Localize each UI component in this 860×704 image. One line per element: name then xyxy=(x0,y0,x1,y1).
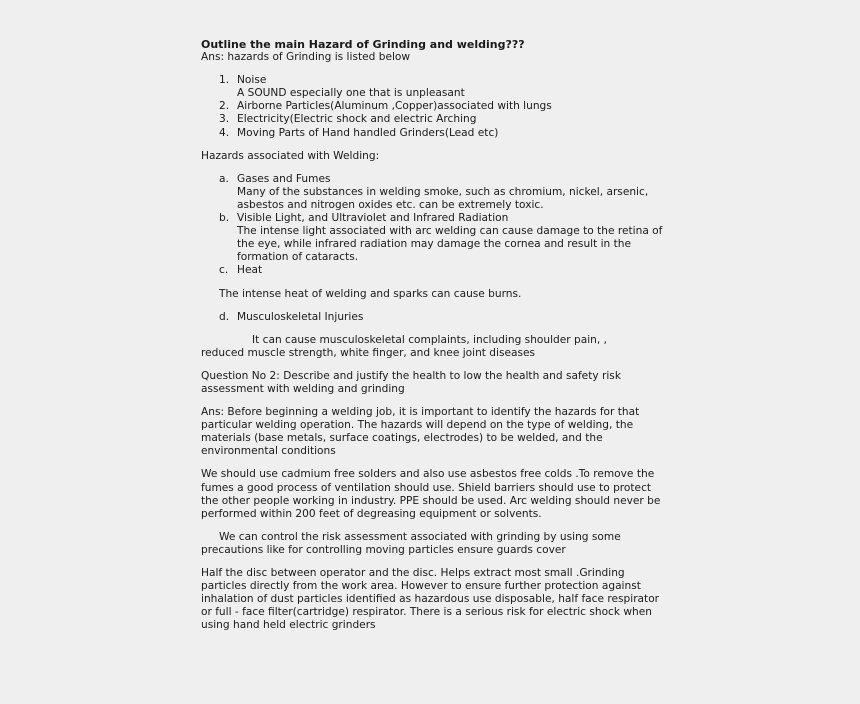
grinding-controls-paragraph: We can control the risk assessment associated with grinding by using some precautions like for controlling moving particles ensure guards cover xyxy=(201,530,621,556)
question-2-text: Question No 2: Describe and justify the health to low the health and safety risk assessment with welding and grinding xyxy=(201,369,621,395)
list-item-label: Gases and Fumes xyxy=(237,172,331,185)
list-item-label: Moving Parts of Hand handled Grinders(Lead etc) xyxy=(237,126,499,139)
list-marker: 3. xyxy=(219,113,230,126)
list-item-detail: The intense light associated with arc welding can cause damage to the retina of the eye, while infrared radiation may damage the cornea and result in the formation of cataracts. xyxy=(237,225,663,264)
document-body xyxy=(201,38,671,632)
question-1-title: Outline the main Hazard of Grinding and welding??? xyxy=(201,38,525,51)
list-item xyxy=(201,74,671,100)
musculo-note-line-1: It can cause musculoskeletal complaints, including shoulder pain, , xyxy=(252,333,607,346)
answer-intro: Ans: hazards of Grinding is listed below xyxy=(201,51,411,64)
grinding-hazards-list xyxy=(201,74,671,139)
list-marker: b. xyxy=(219,212,230,225)
list-item xyxy=(201,212,671,264)
list-marker: 1. xyxy=(219,74,230,87)
list-marker: c. xyxy=(219,264,229,277)
list-item-label: Noise xyxy=(237,74,267,87)
list-item-label: Musculoskeletal Injuries xyxy=(237,310,364,323)
musculo-note-line-2: reduced muscle strength, white finger, and knee joint diseases xyxy=(201,346,536,359)
list-marker: 4. xyxy=(219,126,230,139)
list-item xyxy=(201,127,671,140)
answer-2-paragraph: Ans: Before beginning a welding job, it is important to identify the hazards for that particular welding operation. The hazards will depend on the type of welding, the materials (base metals, surface coatings, electrodes) to be welded, and the environmental conditions xyxy=(201,406,640,458)
list-marker: a. xyxy=(219,172,229,185)
list-marker: d. xyxy=(219,310,230,323)
list-item-label: Visible Light, and Ultraviolet and Infrared Radiation xyxy=(237,212,509,225)
welding-controls-paragraph: We should use cadmium free solders and also use asbestos free colds .To remove the fumes a good process of ventilation should use. Shield barriers should use to protect the other people working in industry. PPE should be used. Arc welding should never be performed within 200 feet of degreasing equipment or solvents. xyxy=(201,468,661,520)
list-item xyxy=(201,311,671,324)
list-item xyxy=(201,100,671,113)
list-item-detail: A SOUND especially one that is unpleasant xyxy=(237,87,465,100)
list-item-detail: Many of the substances in welding smoke, such as chromium, nickel, arsenic, asbestos and nitrogen oxides etc. can be extremely toxic. xyxy=(237,185,649,211)
list-item xyxy=(201,264,671,277)
musculo-list xyxy=(201,311,671,324)
list-item-label: Heat xyxy=(237,264,263,277)
list-item xyxy=(201,173,671,212)
heat-note: The intense heat of welding and sparks can cause burns. xyxy=(219,287,522,300)
list-item xyxy=(201,113,671,126)
list-item-label: Airborne Particles(Aluminum ,Copper)associated with lungs xyxy=(237,100,552,113)
welding-hazards-list xyxy=(201,173,671,278)
list-item-label: Electricity(Electric shock and electric Arching xyxy=(237,113,477,126)
grinding-protection-paragraph: Half the disc between operator and the disc. Helps extract most small .Grinding particles directly from the work area. However to ensure further protection against inhalation of dust particles identified as hazardous use disposable, half face respirator or full - face filter(cartridge) respirator. There is a serious risk for electric shock when using hand held electric grinders xyxy=(201,567,660,632)
welding-heading: Hazards associated with Welding: xyxy=(201,149,380,162)
list-marker: 2. xyxy=(219,100,230,113)
